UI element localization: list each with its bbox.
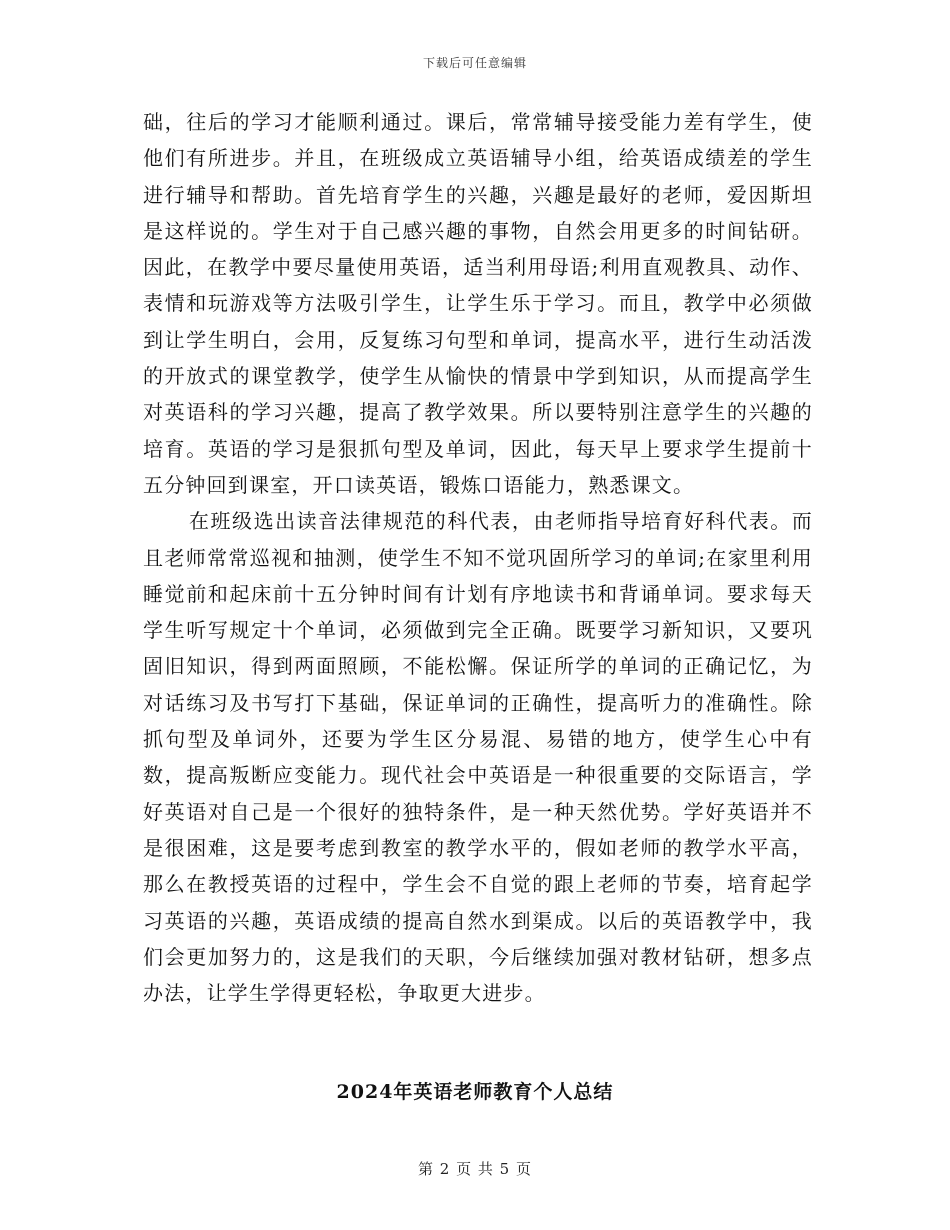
section-title: 2024年英语老师教育个人总结 [336, 1081, 614, 1103]
paragraph-2: 在班级选出读音法律规范的科代表，由老师指导培育好科代表。而且老师常常巡视和抽测，使学生不知不觉巩固所学习的单词;在家里利用睡觉前和起床前十五分钟时间有计划有序地读书和背诵单词。要求每天学生听写规定十个单词，必须做到完全正确。既要学习新知识，又要巩固旧知识，得到两面照顾，不能松懈。保证所学的单词的正确记忆，为对话练习及书写打下基础，保证单词的正确性，提高听力的准确性。除抓句型及单词外，还要为学生区分易混、易错的地方，使学生心中有数，提高叛断应变能力。现代社会中英语是一种很重要的交际语言，学好英语对自己是一个很好的独特条件，是一种天然优势。学好英语并不是很困难，这是要考虑到教室的教学水平的，假如老师的教学水平高，那么在教授英语的过程中，学生会不自觉的跟上老师的节奏，培育起学习英语的兴趣，英语成绩的提高自然水到渠成。以后的英语教学中，我们会更加努力的，这是我们的天职，今后继续加强对教材钻研，想多点办法，让学生学得更轻松，争取更大进步。 [143, 509, 813, 1006]
document-body [143, 104, 813, 1011]
paragraph-1: 础，往后的学习才能顺利通过。课后，常常辅导接受能力差有学生，使他们有所进步。并且，在班级成立英语辅导小组，给英语成绩差的学生进行辅导和帮助。首先培育学生的兴趣，兴趣是最好的老师，爱因斯坦是这样说的。学生对于自己感兴趣的事物，自然会用更多的时间钻研。因此，在教学中要尽量使用英语，适当利用母语;利用直观教具、动作、表情和玩游戏等方法吸引学生，让学生乐于学习。而且，教学中必须做到让学生明白，会用，反复练习句型和单词，提高水平，进行生动活泼的开放式的课堂教学，使学生从愉快的情景中学到知识，从而提高学生对英语科的学习兴趣，提高了教学效果。所以要特别注意学生的兴趣的培育。英语的学习是狠抓句型及单词，因此，每天早上要求学生提前十五分钟回到课室，开口读英语，锻炼口语能力，熟悉课文。 [143, 110, 813, 497]
page-header: 下载后可任意编辑 [422, 56, 527, 70]
page-number: 第 2 页 共 5 页 [418, 1160, 532, 1178]
